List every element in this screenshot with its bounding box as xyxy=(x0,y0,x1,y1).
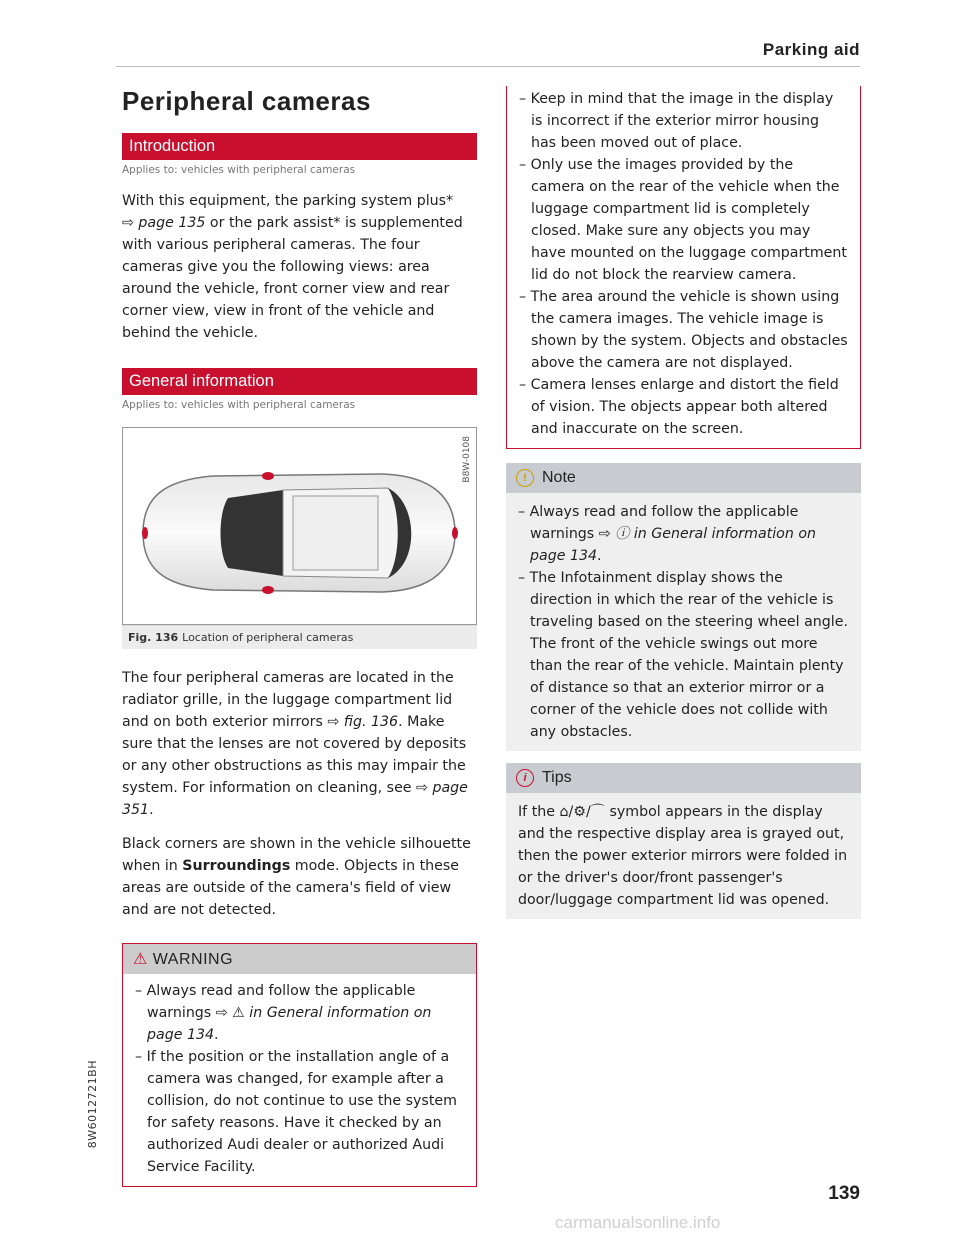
page-link[interactable]: ⇨ page 135 xyxy=(122,215,206,231)
car-topview-image xyxy=(133,458,463,608)
list-item: – Keep in mind that the image in the display is incorrect if the exterior mirror housing has been moved out of place. xyxy=(519,91,834,151)
note-box xyxy=(506,463,861,751)
page-number: 139 xyxy=(828,1183,860,1204)
figure-136 xyxy=(122,427,477,625)
warning-triangle-icon: ⚠ xyxy=(133,951,148,968)
list-item: – The area around the vehicle is shown using the camera images. The vehicle image is shown by the system. Objects and obstacles above the camera are not displayed. xyxy=(519,289,848,371)
page-link[interactable]: ⇨ page 351 xyxy=(122,780,468,818)
warning-box-continued xyxy=(506,86,861,449)
header-rule xyxy=(116,66,860,67)
note-icon: ! xyxy=(516,469,534,487)
intro-paragraph: With this equipment, the parking system plus* ⇨ page 135 or the park assist* is supplemented with various peripheral cameras. The four cameras give you the following views: area around the vehicle, front corner view and rear corner view, view in front of the vehicle and behind the vehicle. xyxy=(122,193,463,341)
document-code: 8W6012721BH xyxy=(86,1060,99,1149)
list-item: – The Infotainment display shows the direction in which the rear of the vehicle is traveling based on the steering wheel angle. The front of the vehicle swings out more than the rear of the vehicle. Maintain plenty of distance so that an exterior mirror or a corner of the vehicle does not collide with any obstacles. xyxy=(518,570,848,740)
tips-paragraph: If the ⌂/⚙/⌒ symbol appears in the display and the respective display area is grayed out, then the power exterior mirrors were folded in or the driver's door/front passenger's door/luggage compartment lid was opened. xyxy=(518,804,848,908)
info-icon: i xyxy=(516,769,534,787)
tips-box xyxy=(506,763,861,919)
list-item: – Always read and follow the applicable warnings ⇨ ⓘ in General information on page 134. xyxy=(518,504,816,564)
figure-code: B8W-0108 xyxy=(462,436,472,483)
page-link[interactable]: ⇨ ⓘ in General information on page 134 xyxy=(530,526,816,564)
general-heading: General information xyxy=(122,368,477,395)
note-list xyxy=(518,501,849,743)
intro-heading: Introduction xyxy=(122,133,477,160)
page-link[interactable]: ⇨ ⚠ in General information on page 134 xyxy=(147,1005,432,1043)
intro-applies: Applies to: vehicles with peripheral cameras xyxy=(122,164,356,176)
warning-header: ⚠ WARNING xyxy=(123,944,476,974)
tips-header: i Tips xyxy=(506,763,861,793)
list-item: – Always read and follow the applicable warnings ⇨ ⚠ in General information on page 134. xyxy=(135,983,432,1043)
note-header: ! Note xyxy=(506,463,861,493)
general-paragraph-2: Black corners are shown in the vehicle silhouette when in Surroundings mode. Objects in these areas are outside of the camera's field of view and are not detected. xyxy=(122,836,471,918)
general-applies: Applies to: vehicles with peripheral cameras xyxy=(122,399,356,411)
page-title: Peripheral cameras xyxy=(122,86,371,116)
figure-link[interactable]: ⇨ fig. 136 xyxy=(327,714,399,730)
right-column xyxy=(506,86,861,919)
general-paragraph-1: The four peripheral cameras are located in the radiator grille, in the luggage compartment lid and on both exterior mirrors ⇨ fig. 136. Make sure that the lenses are not covered by deposits or any other obstructions as this may impair the system. For information on cleaning, see ⇨ page 351. xyxy=(122,670,468,818)
warning-list xyxy=(135,980,464,1178)
watermark: carmanualsonline.info xyxy=(555,1213,721,1232)
left-column xyxy=(122,86,477,1187)
list-item: – If the position or the installation angle of a camera was changed, for example after a collision, do not continue to use the system for safety reasons. Have it checked by an authorized Audi dealer or authorized Audi Service Facility. xyxy=(135,1049,457,1175)
list-item: – Camera lenses enlarge and distort the field of vision. The objects appear both altered and inaccurate on the screen. xyxy=(519,377,839,437)
warning-box xyxy=(122,943,477,1187)
list-item: – Only use the images provided by the camera on the rear of the vehicle when the luggage compartment lid is completely closed. Make sure any objects you may have mounted on the luggage compartment lid do not block the rearview camera. xyxy=(519,157,847,283)
warning-list-continued xyxy=(519,88,848,440)
figure-caption: Fig. 136 Location of peripheral cameras xyxy=(122,625,477,649)
section-label: Parking aid xyxy=(762,40,860,59)
